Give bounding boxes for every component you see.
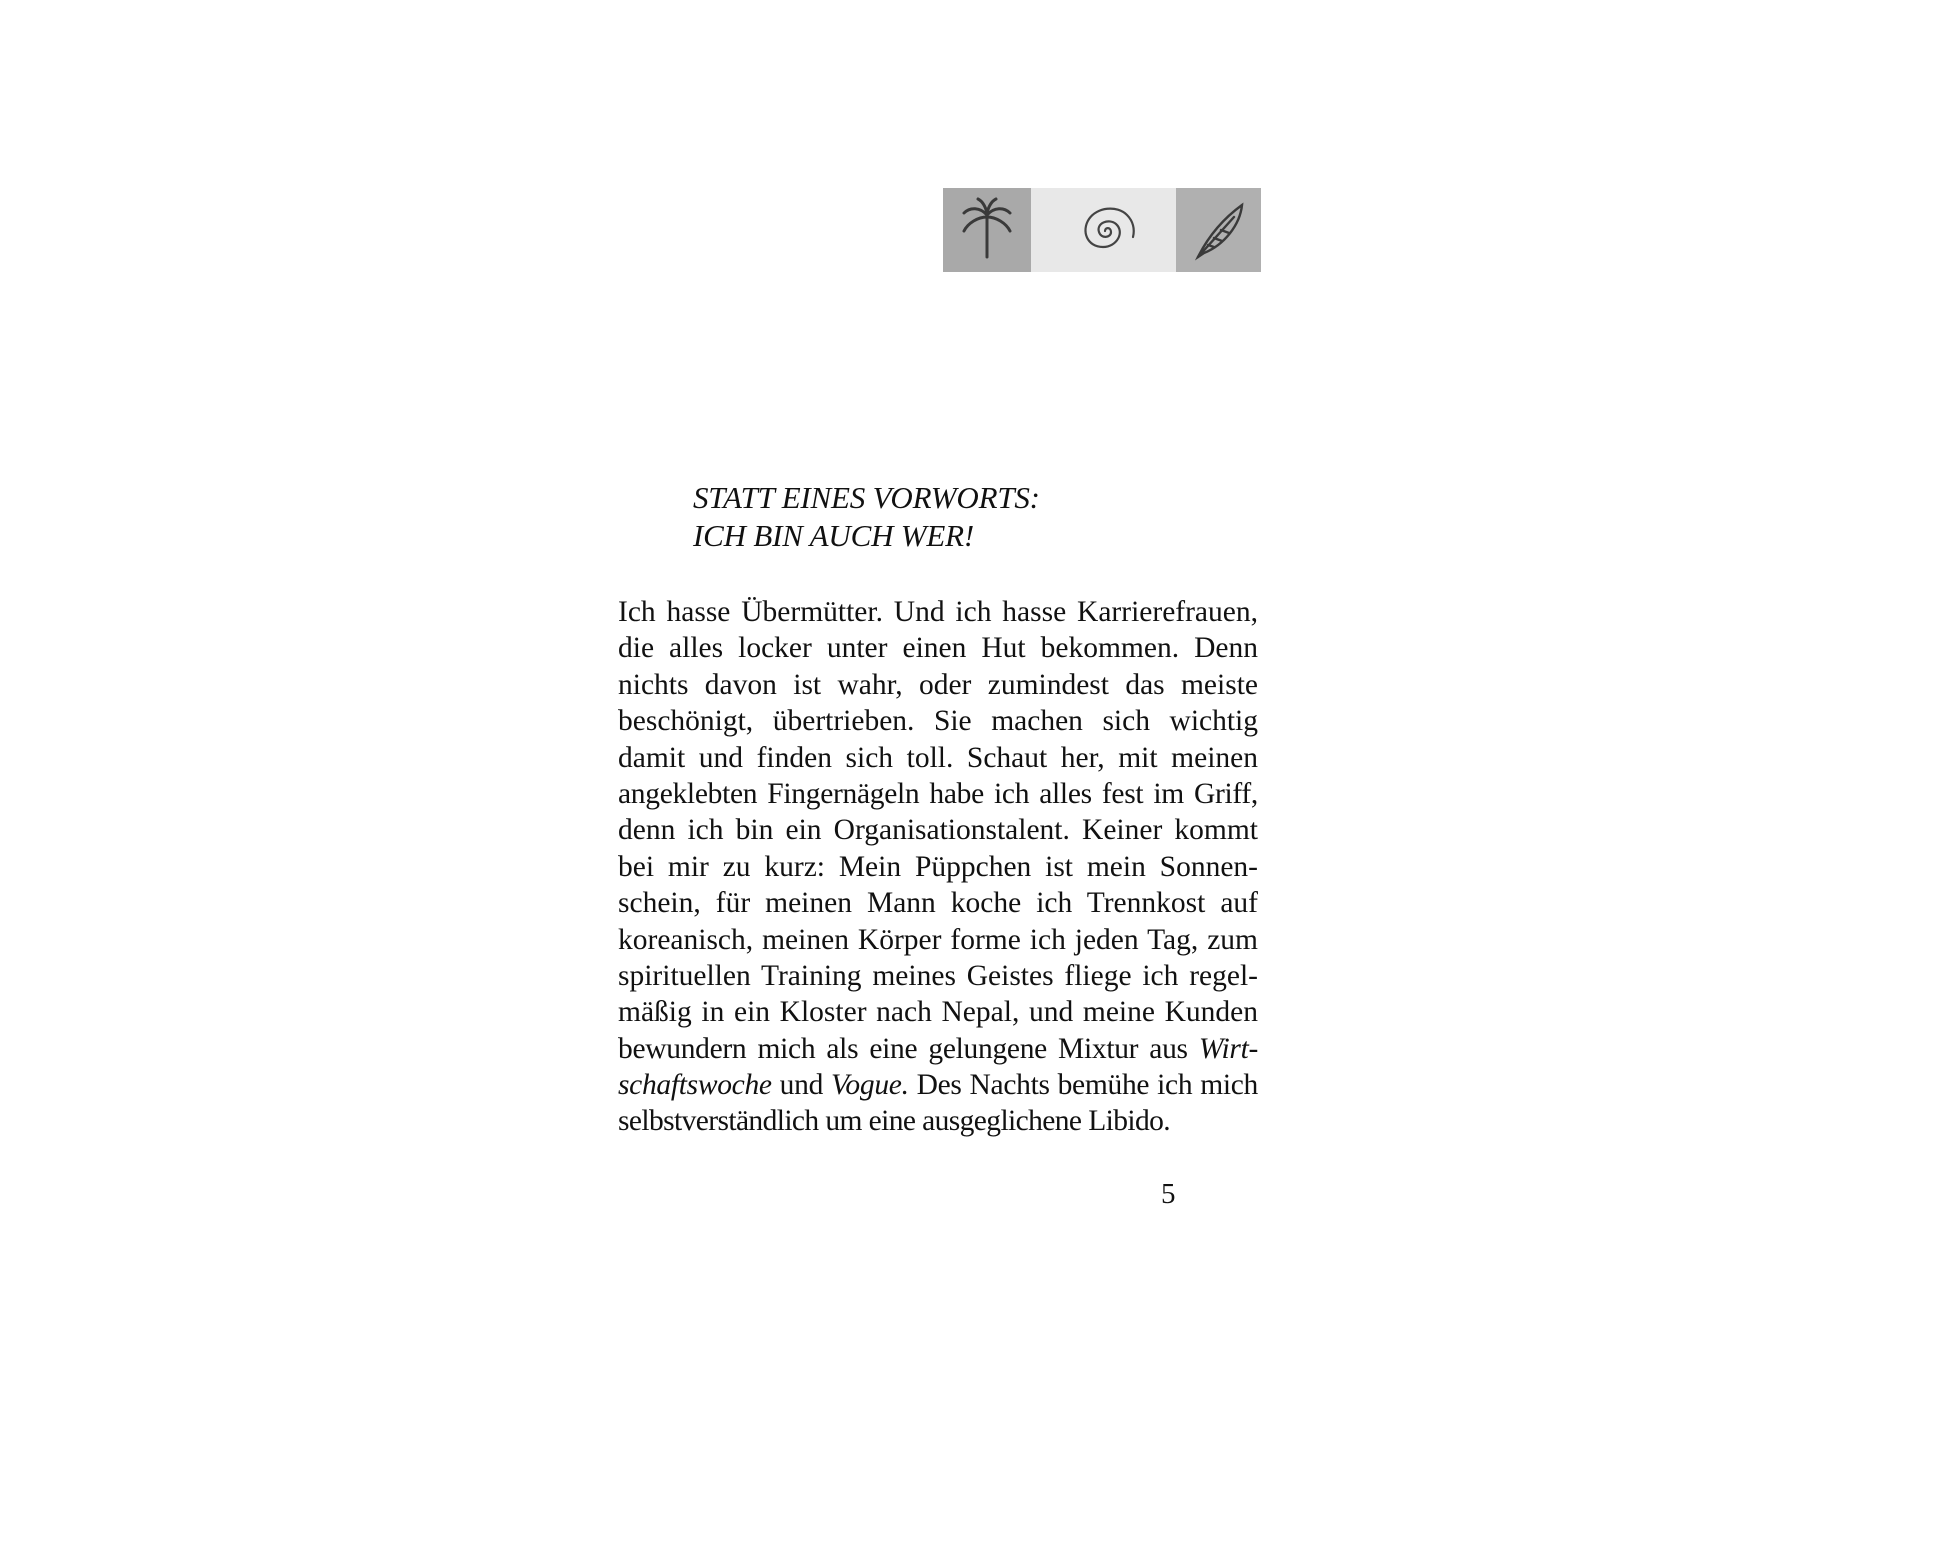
text-line-9: schein, für meinen Mann koche ich Trennkost auf [618, 887, 1258, 920]
text-line-8: bei mir zu kurz: Mein Püppchen ist mein Sonnen- [618, 850, 1258, 883]
text-line-10: koreanisch, meinen Körper forme ich jeden Tag, zum [618, 923, 1258, 956]
text-line-14 [618, 1067, 1258, 1103]
text-line-11: spirituellen Training meines Geistes fliege ich regel- [618, 959, 1258, 992]
page-number: 5 [1161, 1178, 1176, 1210]
text-line-6: angeklebten Fingernägeln habe ich alles fest im Griff, [618, 777, 1258, 810]
text-line-7: denn ich bin ein Organisationstalent. Keiner kommt [618, 814, 1258, 847]
text-line-2: die alles locker unter einen Hut bekommen. Denn [618, 632, 1258, 665]
text-line-15: selbstverständlich um eine ausgeglichene Libido. [618, 1105, 1171, 1138]
text-line-13 [618, 1031, 1258, 1067]
text-line-14-post: Des Nachts bemühe ich mich [916, 1069, 1259, 1102]
chapter-title-line-1: STATT EINES VORWORTS: [693, 480, 1040, 515]
text-line-1: Ich hasse Übermütter. Und ich hasse Karrierefrauen, [618, 596, 1258, 628]
text-line-5: damit und finden sich toll. Schaut her, mit meinen [618, 741, 1258, 774]
text-line-13-pre: bewundern mich als eine gelungene Mixtur aus [618, 1032, 1188, 1065]
text-line-12: mäßig in ein Kloster nach Nepal, und meine Kunden [618, 996, 1258, 1029]
spiral-shell-icon [1059, 195, 1149, 265]
body-paragraph [618, 594, 1258, 1140]
chapter-title [693, 479, 1040, 555]
text-line-14-mid: und [779, 1069, 824, 1102]
text-line-3: nichts davon ist wahr, oder zumindest das meiste [618, 668, 1258, 701]
ornament-strip [943, 188, 1261, 272]
text-line-14-em1: schaftswoche [618, 1069, 772, 1102]
spiral-tile [1031, 188, 1176, 272]
feather-icon [1184, 195, 1254, 265]
palm-tile [943, 188, 1031, 272]
palm-tree-icon [952, 195, 1022, 265]
chapter-title-line-2: ICH BIN AUCH WER! [693, 518, 975, 553]
text-line-4: beschönigt, übertrieben. Sie machen sich wichtig [618, 705, 1258, 738]
text-line-13-em: Wirt- [1198, 1032, 1259, 1065]
feather-tile [1176, 188, 1261, 272]
text-line-14-em2: Vogue. [830, 1069, 909, 1102]
